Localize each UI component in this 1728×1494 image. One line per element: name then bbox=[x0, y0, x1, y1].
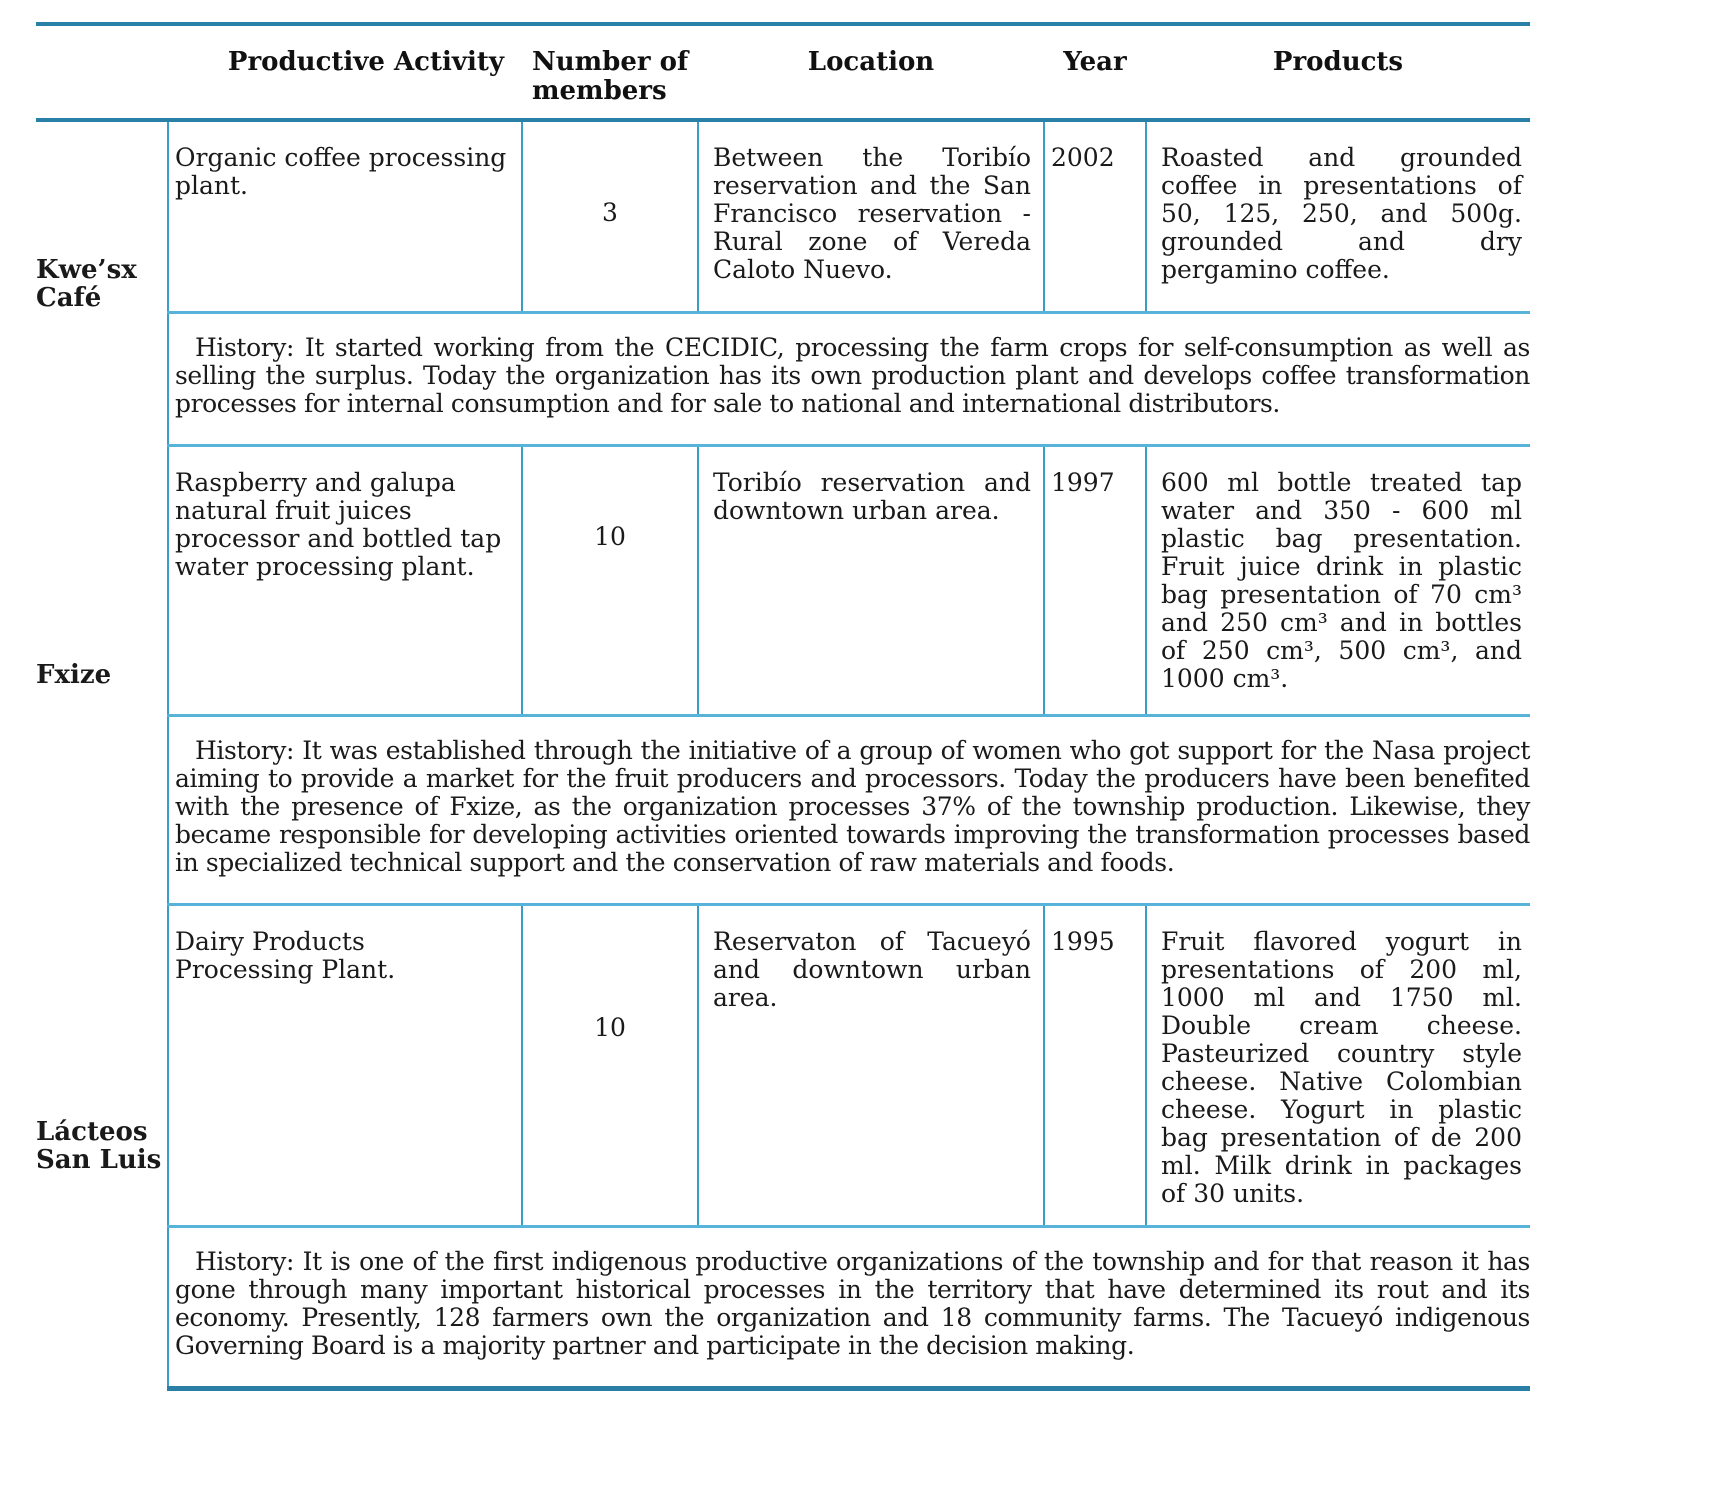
header-row bbox=[36, 24, 1530, 120]
members-cell bbox=[522, 120, 698, 312]
table-row bbox=[36, 445, 1530, 715]
history-row bbox=[36, 312, 1530, 445]
activity-text: Raspberry and galupa natural fruit juices processor and bottled tap water processing plant. bbox=[175, 467, 502, 581]
year-cell bbox=[1044, 445, 1146, 715]
history-text: History: It is one of the first indigenous productive organizations of the township and for that reason it has gone through many important historical processes in the territory that have determined its rout and its economy. Presently, 128 farmers own the organization and 18 community farms. The Tacueyó indigenous Governing Board is a majority partner and participate in the decision making. bbox=[168, 1226, 1530, 1388]
header-year: Year bbox=[1063, 47, 1127, 77]
products-cell bbox=[1146, 445, 1530, 715]
location-text: Between the Toribío reservation and the San Francisco reservation - Rural zone of Vereda Caloto Nuevo. bbox=[713, 143, 1031, 284]
activity-text: Organic coffee processing plant. bbox=[175, 143, 507, 200]
location-text: Toribío reservation and downtown urban area. bbox=[713, 467, 1031, 525]
header-location: Location bbox=[807, 47, 935, 77]
history-text: History: It started working from the CECIDIC, processing the farm crops for self-consumption as well as selling the surplus. Today the organization has its own production plant and develops coffee transformation processes for internal consumption and for sale to national and international distributors. bbox=[168, 312, 1530, 445]
header-number-of-members: Number of members bbox=[532, 47, 689, 106]
location-cell bbox=[698, 120, 1044, 312]
productive-organizations-table bbox=[36, 22, 1530, 1391]
location-cell bbox=[698, 445, 1044, 715]
products-text: 600 ml bottle treated tap water and 350 - 600 ml plastic bag presentation. Fruit juice drink in plastic bag presentation of 70 cm³ and 250 cm³ and in bottles of 250 cm³, 500 cm³, and 1000 cm³. bbox=[1161, 467, 1522, 693]
year-value: 2002 bbox=[1051, 143, 1115, 172]
history-row bbox=[36, 715, 1530, 904]
activity-cell bbox=[168, 904, 522, 1226]
organization-cell bbox=[36, 445, 168, 904]
products-text: Roasted and grounded coffee in presentations of 50, 125, 250, and 500g. grounded and dry pergamino coffee. bbox=[1161, 143, 1522, 284]
table-row bbox=[36, 120, 1530, 312]
location-text: Reservaton of Tacueyó and downtown urban area. bbox=[713, 926, 1031, 1012]
year-cell bbox=[1044, 120, 1146, 312]
members-value: 10 bbox=[594, 521, 626, 551]
year-cell bbox=[1044, 904, 1146, 1226]
activity-text: Dairy Products Processing Plant. bbox=[175, 926, 396, 984]
members-value: 3 bbox=[602, 198, 618, 228]
activity-cell bbox=[168, 445, 522, 715]
organization-cell bbox=[36, 904, 168, 1388]
location-cell bbox=[698, 904, 1044, 1226]
year-value: 1995 bbox=[1051, 926, 1115, 956]
members-value: 10 bbox=[594, 1012, 626, 1042]
members-cell bbox=[522, 445, 698, 715]
organization-name: Fxize bbox=[36, 659, 112, 690]
organization-cell bbox=[36, 120, 168, 445]
header-products: Products bbox=[1272, 47, 1404, 77]
members-cell bbox=[522, 904, 698, 1226]
products-cell bbox=[1146, 904, 1530, 1226]
organization-name: Kwe’sx Café bbox=[36, 254, 137, 313]
header-organization bbox=[36, 24, 168, 120]
table-row bbox=[36, 904, 1530, 1226]
products-text: Fruit flavored yogurt in presentations of 200 ml, 1000 ml and 1750 ml. Double cream cheese. Pasteurized country style cheese. Native Colombian cheese. Yogurt in plastic bag presentation of de 200 ml. Milk drink in packages of 30 units. bbox=[1161, 926, 1522, 1208]
organization-name: Lácteos San Luis bbox=[36, 1117, 162, 1175]
history-row bbox=[36, 1226, 1530, 1388]
products-cell bbox=[1146, 120, 1530, 312]
header-productive-activity: Productive Activity bbox=[227, 47, 504, 77]
history-text: History: It was established through the initiative of a group of women who got support for the Nasa project aiming to provide a market for the fruit producers and processors. Today the producers have been benefited with the presence of Fxize, as the organization processes 37% of the township production. Likewise, they became responsible for developing activities oriented towards improving the transformation processes based in specialized technical support and the conservation of raw materials and foods. bbox=[168, 715, 1530, 904]
year-value: 1997 bbox=[1051, 467, 1115, 497]
activity-cell bbox=[168, 120, 522, 312]
productive-organizations-table-container bbox=[36, 22, 1530, 1391]
